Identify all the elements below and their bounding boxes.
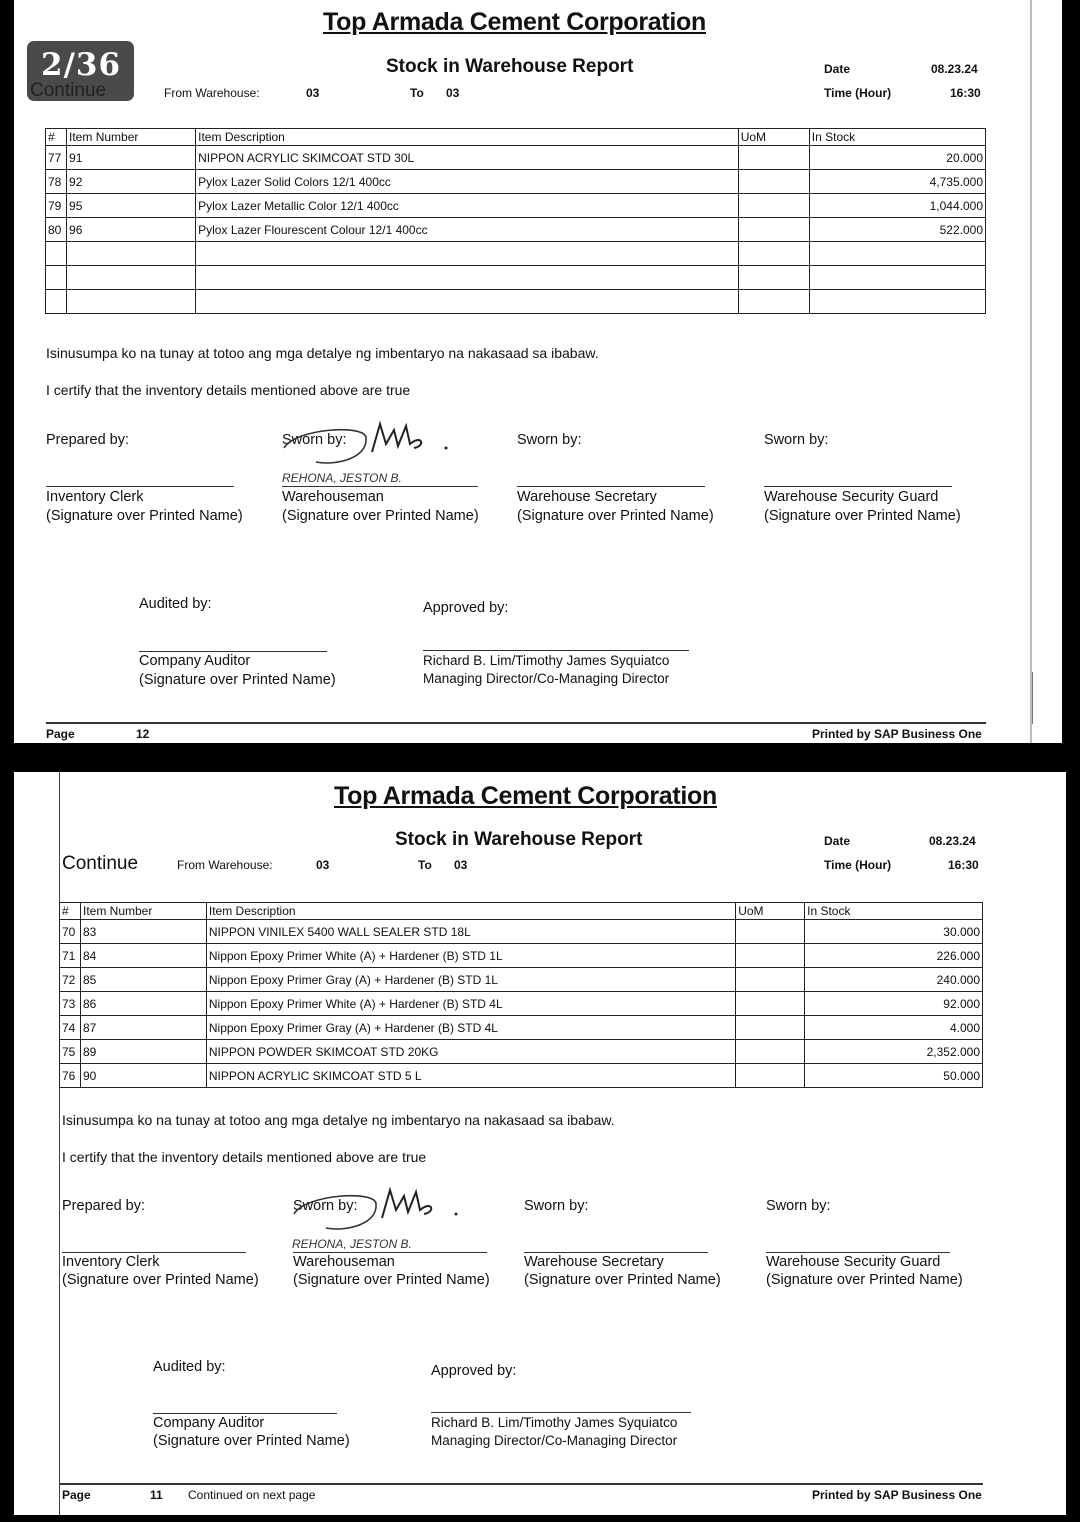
signatory-note: (Signature over Printed Name) bbox=[46, 508, 243, 524]
report-title: Stock in Warehouse Report bbox=[386, 56, 634, 77]
row-in-stock: 1,044.000 bbox=[809, 194, 985, 218]
signatory-role: Warehouse Secretary bbox=[517, 489, 657, 505]
auditor-role: Company Auditor bbox=[139, 653, 251, 669]
from-warehouse-label: From Warehouse: bbox=[164, 86, 260, 100]
sworn-by-caption: Sworn by: bbox=[293, 1198, 358, 1214]
row-description: NIPPON POWDER SKIMCOAT STD 20KG bbox=[206, 1040, 735, 1064]
page-label: Page bbox=[46, 727, 75, 741]
row-in-stock: 4,735.000 bbox=[809, 170, 985, 194]
table-row bbox=[60, 1016, 983, 1040]
row-in-stock: 240.000 bbox=[805, 968, 983, 992]
row-no: 78 bbox=[46, 170, 67, 194]
row-no: 73 bbox=[60, 992, 81, 1016]
signature-line bbox=[517, 486, 705, 487]
signature-line bbox=[282, 486, 478, 487]
row-no: 71 bbox=[60, 944, 81, 968]
row-in-stock: 522.000 bbox=[809, 218, 985, 242]
audited-by-caption: Audited by: bbox=[139, 596, 212, 612]
prepared-by-caption: Prepared by: bbox=[62, 1198, 146, 1214]
row-item-number: 85 bbox=[80, 968, 206, 992]
stock-table bbox=[45, 128, 986, 314]
approved-by-caption: Approved by: bbox=[423, 600, 509, 616]
row-no: 72 bbox=[60, 968, 81, 992]
oath-tagalog: Isinusumpa ko na tunay at totoo ang mga detalye ng imbentaryo na nakasaad sa ibabaw. bbox=[46, 345, 599, 361]
table-row bbox=[60, 968, 983, 992]
table-row-empty bbox=[46, 266, 986, 290]
sworn-by-caption: Sworn by: bbox=[517, 432, 582, 448]
to-label: To bbox=[418, 858, 432, 872]
table-row bbox=[60, 944, 983, 968]
row-uom bbox=[738, 218, 809, 242]
page-counter: 2/36 bbox=[41, 47, 122, 83]
row-in-stock: 92.000 bbox=[805, 992, 983, 1016]
auditor-note: (Signature over Printed Name) bbox=[153, 1433, 350, 1449]
signatory-role: Inventory Clerk bbox=[46, 489, 144, 505]
stock-table bbox=[59, 902, 983, 1088]
auditor-role: Company Auditor bbox=[153, 1415, 265, 1431]
report-page-11 bbox=[14, 772, 1066, 1515]
handwritten-signature-icon bbox=[276, 418, 476, 488]
row-item-number: 92 bbox=[67, 170, 196, 194]
col-header-uom: UoM bbox=[736, 903, 805, 920]
sworn-by-caption: Sworn by: bbox=[764, 432, 829, 448]
sworn-by-caption: Sworn by: bbox=[524, 1198, 589, 1214]
signatory-note: (Signature over Printed Name) bbox=[282, 508, 479, 524]
time-label: Time (Hour) bbox=[824, 86, 892, 100]
table-row bbox=[46, 146, 986, 170]
footer-divider bbox=[59, 1483, 983, 1485]
page-counter-badge bbox=[27, 41, 134, 101]
time-label: Time (Hour) bbox=[824, 858, 892, 872]
signatory-note: (Signature over Printed Name) bbox=[524, 1272, 721, 1288]
row-uom bbox=[736, 1040, 805, 1064]
row-no: 80 bbox=[46, 218, 67, 242]
row-uom bbox=[736, 1016, 805, 1040]
col-header-in-stock: In Stock bbox=[809, 129, 985, 146]
col-header-item-number: Item Number bbox=[80, 903, 206, 920]
oath-english: I certify that the inventory details mentioned above are true bbox=[46, 382, 411, 398]
row-in-stock: 4.000 bbox=[805, 1016, 983, 1040]
signatory-role: Warehouse Secretary bbox=[524, 1254, 664, 1270]
sworn-by-caption: Sworn by: bbox=[766, 1198, 831, 1214]
signatory-role: Warehouseman bbox=[293, 1254, 395, 1270]
row-description: Nippon Epoxy Primer White (A) + Hardener (B) STD 1L bbox=[206, 944, 735, 968]
row-no: 77 bbox=[46, 146, 67, 170]
table-row bbox=[60, 920, 983, 944]
page-number: 12 bbox=[136, 727, 150, 741]
row-description: Pylox Lazer Solid Colors 12/1 400cc bbox=[196, 170, 739, 194]
row-uom bbox=[736, 920, 805, 944]
signature-line bbox=[46, 486, 234, 487]
printed-by: Printed by SAP Business One bbox=[812, 727, 982, 741]
table-row bbox=[60, 1040, 983, 1064]
row-in-stock: 2,352.000 bbox=[805, 1040, 983, 1064]
table-row bbox=[46, 218, 986, 242]
page-number: 11 bbox=[150, 1488, 163, 1502]
row-uom bbox=[738, 170, 809, 194]
continued-note: Continued on next page bbox=[188, 1488, 316, 1502]
row-no: 76 bbox=[60, 1064, 81, 1088]
row-no: 75 bbox=[60, 1040, 81, 1064]
approver-name: Richard B. Lim/Timothy James Syquiatco bbox=[431, 1415, 678, 1430]
continue-label: Continue bbox=[62, 853, 139, 874]
auditor-note: (Signature over Printed Name) bbox=[139, 672, 336, 688]
table-header-row bbox=[60, 903, 983, 920]
table-row bbox=[46, 194, 986, 218]
col-header-no: # bbox=[60, 903, 81, 920]
row-description: Nippon Epoxy Primer White (A) + Hardener (B) STD 4L bbox=[206, 992, 735, 1016]
table-header-row bbox=[46, 129, 986, 146]
row-description: Pylox Lazer Metallic Color 12/1 400cc bbox=[196, 194, 739, 218]
sworn-by-caption: Sworn by: bbox=[282, 432, 347, 448]
date-value: 08.23.24 bbox=[929, 834, 976, 848]
row-item-number: 89 bbox=[80, 1040, 206, 1064]
row-description: Nippon Epoxy Primer Gray (A) + Hardener (B) STD 4L bbox=[206, 1016, 735, 1040]
signatory-note: (Signature over Printed Name) bbox=[766, 1272, 963, 1288]
from-warehouse-value: 03 bbox=[316, 858, 330, 872]
to-warehouse-value: 03 bbox=[454, 858, 468, 872]
row-item-number: 96 bbox=[67, 218, 196, 242]
row-description: NIPPON ACRYLIC SKIMCOAT STD 30L bbox=[196, 146, 739, 170]
page-edge bbox=[1030, 0, 1032, 743]
report-title: Stock in Warehouse Report bbox=[395, 829, 643, 850]
audited-by-caption: Audited by: bbox=[153, 1359, 226, 1375]
col-header-no: # bbox=[46, 129, 67, 146]
date-value: 08.23.24 bbox=[931, 62, 978, 76]
table-row bbox=[60, 1064, 983, 1088]
signatory-note: (Signature over Printed Name) bbox=[293, 1272, 490, 1288]
col-header-in-stock: In Stock bbox=[805, 903, 983, 920]
row-item-number: 91 bbox=[67, 146, 196, 170]
to-label: To bbox=[410, 86, 424, 100]
row-description: Pylox Lazer Flourescent Colour 12/1 400cc bbox=[196, 218, 739, 242]
row-uom bbox=[736, 944, 805, 968]
row-uom bbox=[736, 1064, 805, 1088]
signatory-role: Warehouse Security Guard bbox=[764, 489, 939, 505]
signatory-note: (Signature over Printed Name) bbox=[517, 508, 714, 524]
company-name: Top Armada Cement Corporation bbox=[334, 782, 717, 810]
row-description: NIPPON VINILEX 5400 WALL SEALER STD 18L bbox=[206, 920, 735, 944]
col-header-uom: UoM bbox=[738, 129, 809, 146]
row-item-number: 84 bbox=[80, 944, 206, 968]
signatory-note: (Signature over Printed Name) bbox=[62, 1272, 259, 1288]
table-row-empty bbox=[46, 290, 986, 314]
row-uom bbox=[738, 146, 809, 170]
date-label: Date bbox=[824, 62, 851, 76]
signatory-role: Inventory Clerk bbox=[62, 1254, 160, 1270]
table-row bbox=[60, 992, 983, 1016]
company-name: Top Armada Cement Corporation bbox=[323, 8, 706, 36]
continue-label: Continue bbox=[30, 80, 107, 101]
row-in-stock: 30.000 bbox=[805, 920, 983, 944]
oath-english: I certify that the inventory details mentioned above are true bbox=[62, 1149, 427, 1165]
prepared-by-caption: Prepared by: bbox=[46, 432, 130, 448]
row-uom bbox=[736, 992, 805, 1016]
date-label: Date bbox=[824, 834, 851, 848]
approver-title: Managing Director/Co-Managing Director bbox=[431, 1433, 678, 1448]
footer-divider bbox=[46, 722, 986, 724]
page-margin-line bbox=[59, 772, 60, 1515]
row-uom bbox=[738, 194, 809, 218]
svg-text:REHONA, JESTON B.: REHONA, JESTON B. bbox=[292, 1237, 412, 1251]
row-description: Nippon Epoxy Primer Gray (A) + Hardener (B) STD 1L bbox=[206, 968, 735, 992]
svg-text:REHONA, JESTON B.: REHONA, JESTON B. bbox=[282, 471, 402, 485]
row-no: 74 bbox=[60, 1016, 81, 1040]
row-item-number: 90 bbox=[80, 1064, 206, 1088]
row-item-number: 83 bbox=[80, 920, 206, 944]
to-warehouse-value: 03 bbox=[446, 86, 460, 100]
signatory-note: (Signature over Printed Name) bbox=[764, 508, 961, 524]
table-row bbox=[46, 170, 986, 194]
row-description: NIPPON ACRYLIC SKIMCOAT STD 5 L bbox=[206, 1064, 735, 1088]
row-uom bbox=[736, 968, 805, 992]
from-warehouse-value: 03 bbox=[306, 86, 320, 100]
approver-name: Richard B. Lim/Timothy James Syquiatco bbox=[423, 653, 670, 668]
row-in-stock: 50.000 bbox=[805, 1064, 983, 1088]
table-row-empty bbox=[46, 242, 986, 266]
time-value: 16:30 bbox=[950, 86, 981, 100]
from-warehouse-label: From Warehouse: bbox=[177, 858, 273, 872]
row-no: 79 bbox=[46, 194, 67, 218]
printed-by: Printed by SAP Business One bbox=[812, 1488, 982, 1502]
scrollbar-thumb[interactable] bbox=[1032, 672, 1033, 724]
col-header-description: Item Description bbox=[196, 129, 739, 146]
col-header-description: Item Description bbox=[206, 903, 735, 920]
time-value: 16:30 bbox=[948, 858, 979, 872]
approved-by-caption: Approved by: bbox=[431, 1363, 517, 1379]
row-item-number: 87 bbox=[80, 1016, 206, 1040]
report-page-12 bbox=[14, 0, 1062, 743]
row-no: 70 bbox=[60, 920, 81, 944]
row-item-number: 95 bbox=[67, 194, 196, 218]
signature-line bbox=[764, 486, 952, 487]
signatory-role: Warehouse Security Guard bbox=[766, 1254, 941, 1270]
row-item-number: 86 bbox=[80, 992, 206, 1016]
row-in-stock: 226.000 bbox=[805, 944, 983, 968]
col-header-item-number: Item Number bbox=[67, 129, 196, 146]
row-in-stock: 20.000 bbox=[809, 146, 985, 170]
handwritten-signature-icon bbox=[286, 1184, 486, 1254]
approver-title: Managing Director/Co-Managing Director bbox=[423, 671, 670, 686]
page-label: Page bbox=[62, 1488, 91, 1502]
signatory-role: Warehouseman bbox=[282, 489, 384, 505]
oath-tagalog: Isinusumpa ko na tunay at totoo ang mga detalye ng imbentaryo na nakasaad sa ibabaw. bbox=[62, 1112, 615, 1128]
